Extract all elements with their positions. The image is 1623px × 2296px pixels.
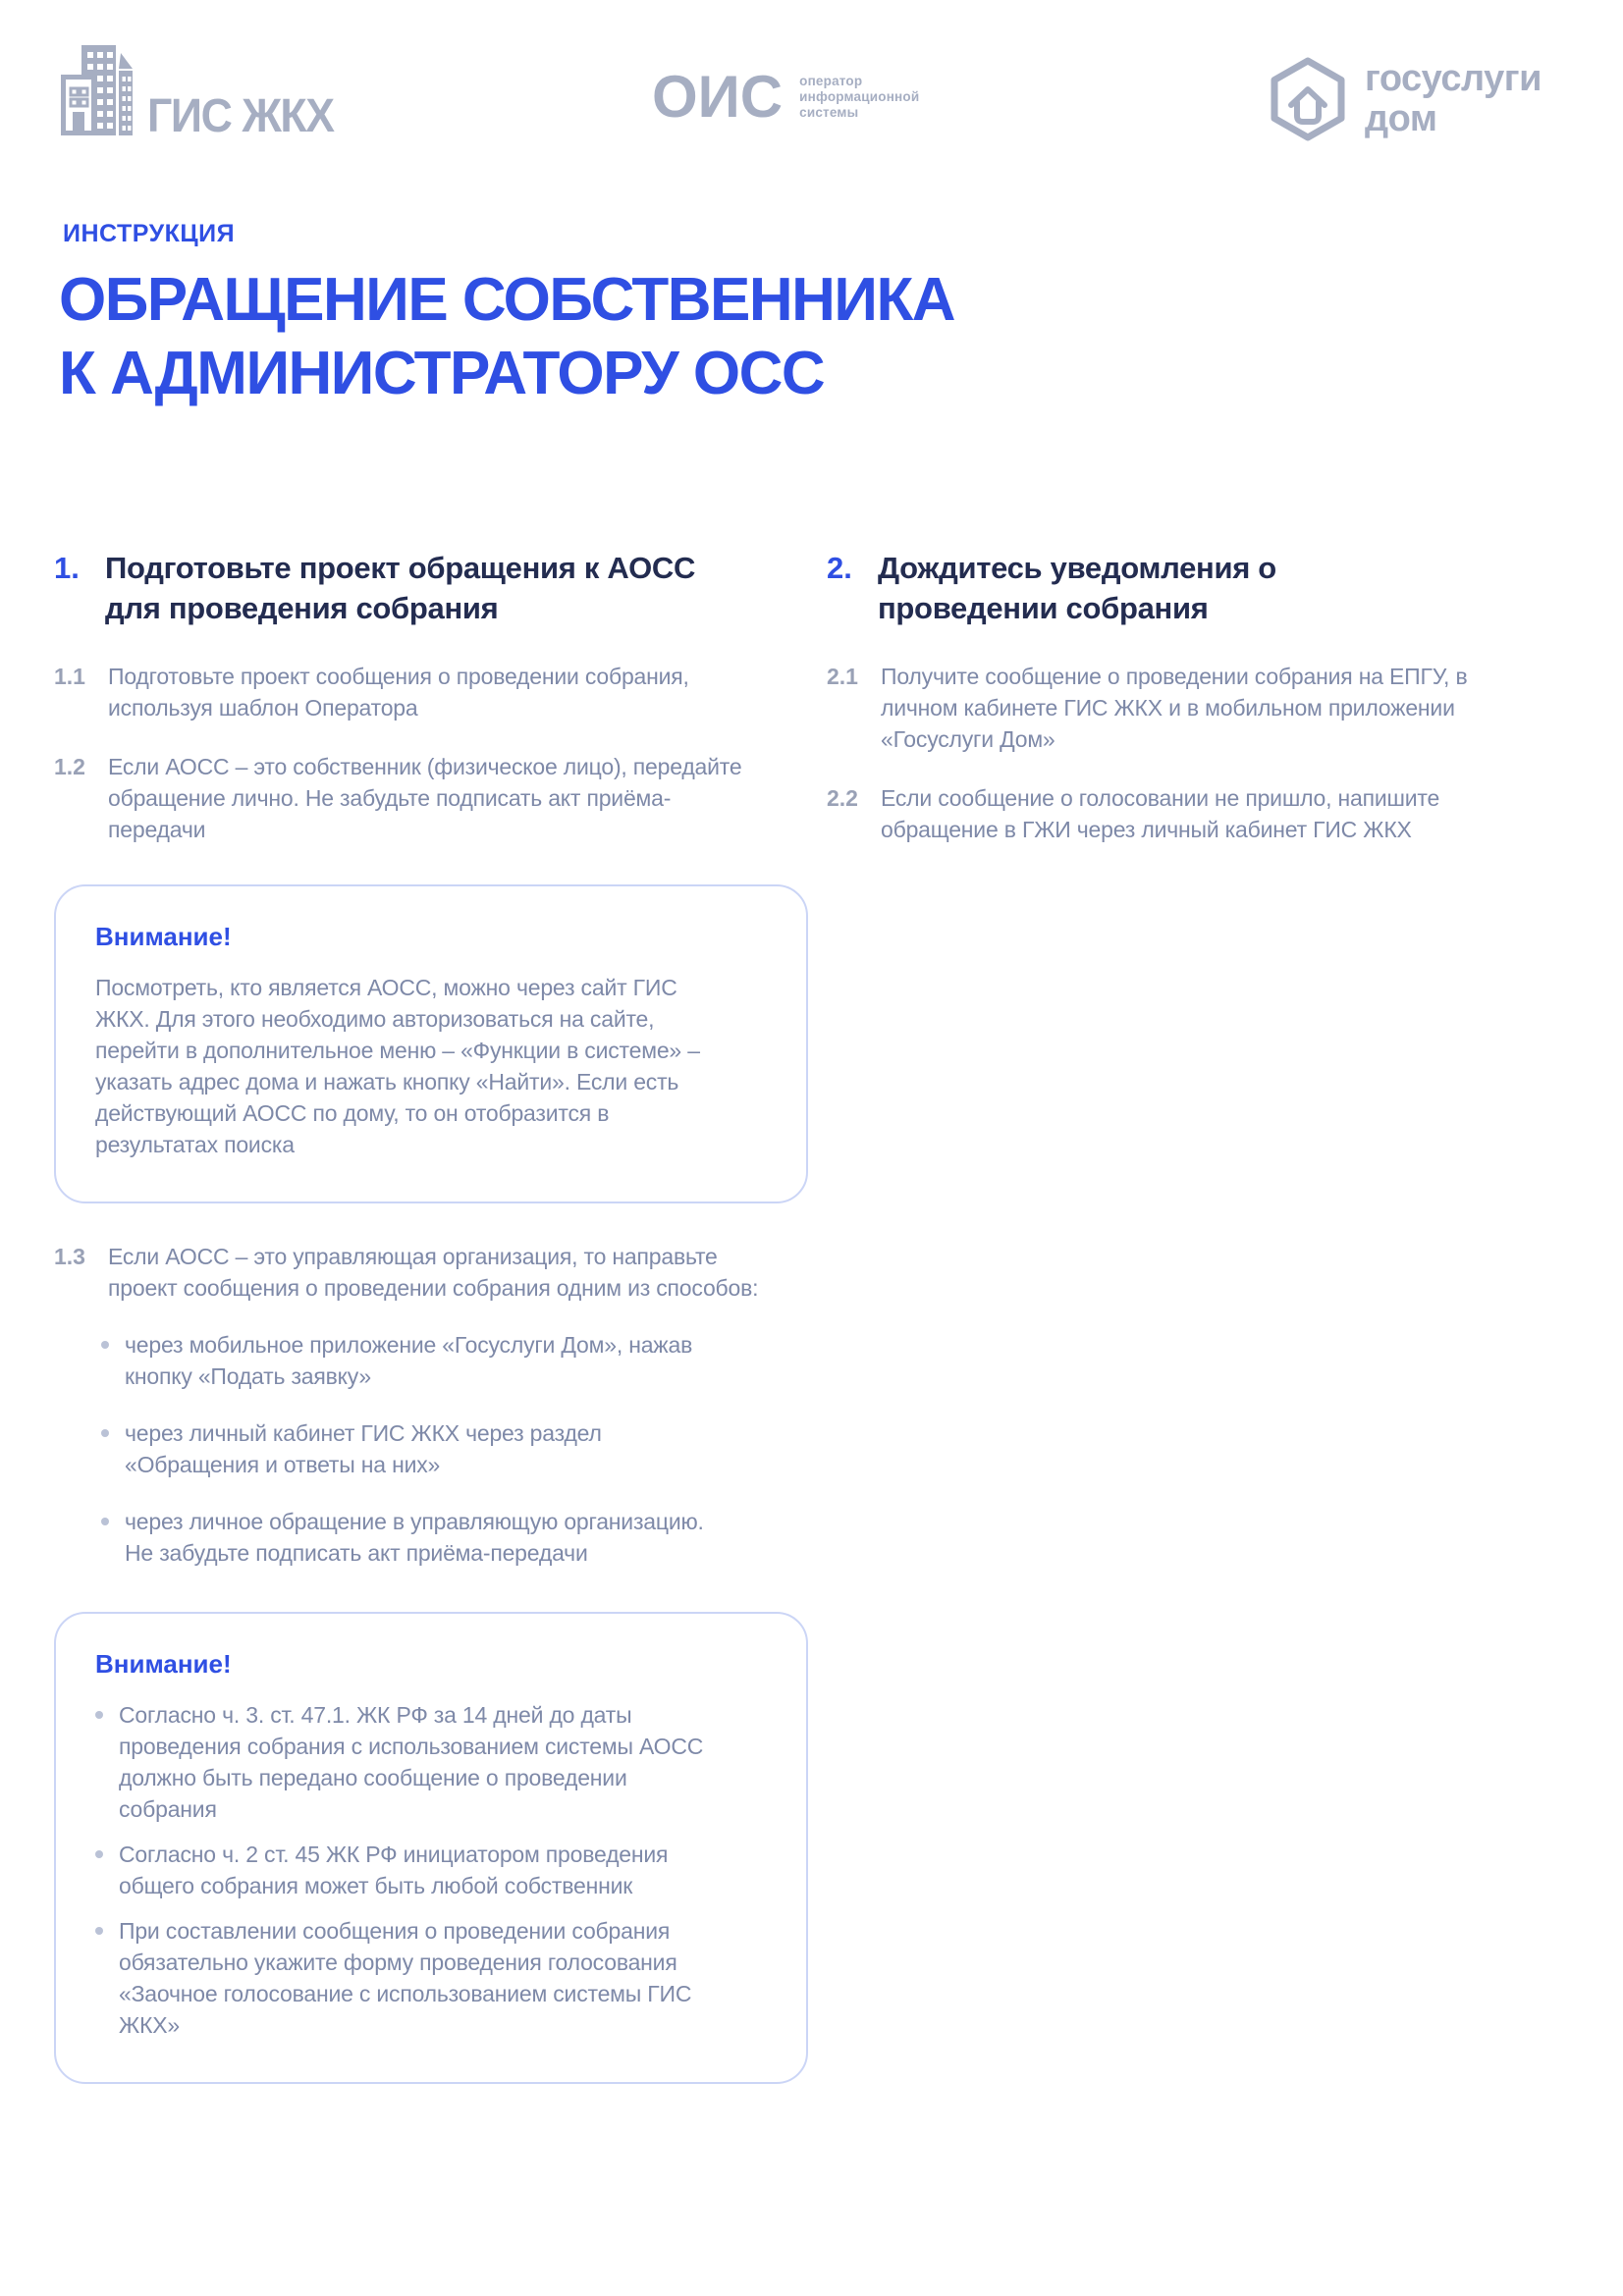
- bullet-dot-icon: [95, 1850, 103, 1858]
- bullet-text: через личный кабинет ГИС ЖКХ через раздел «Обращения и ответы на них»: [125, 1420, 602, 1477]
- section-1-header: [54, 548, 808, 628]
- ois-logo: [652, 64, 920, 130]
- attention-box-2: [54, 1612, 808, 2084]
- bullet-text: При составлении сообщения о проведении собрания обязательно укажите форму проведения голосования «Заочное голосование с использованием системы ГИС ЖКХ»: [119, 1918, 692, 2038]
- house-hexagon-icon: [1269, 57, 1347, 141]
- item-1-1: [54, 661, 808, 723]
- section-1-title: Подготовьте проект обращения к АОСС для проведения собрания: [105, 551, 696, 625]
- item-1-2-text: Если АОСС – это собственник (физическое лицо), передайте обращение лично. Не забудьте подписать акт приёма-передачи: [108, 754, 742, 842]
- item-2-1-text: Получите сообщение о проведении собрания на ЕПГУ, в личном кабинете ГИС ЖКХ и в мобильном приложении «Госуслуги Дом»: [881, 664, 1468, 752]
- attention-box-2-title: Внимание!: [95, 1649, 232, 1679]
- ois-logo-subtitle: оператор информационной системы: [799, 74, 920, 120]
- bullet-text: Согласно ч. 3. ст. 47.1. ЖК РФ за 14 дней до даты проведения собрания с использованием системы АОСС должно быть передано сообщение о проведении собрания: [119, 1702, 704, 1822]
- eyebrow-label: ИНСТРУКЦИЯ: [63, 220, 236, 247]
- bullet-dot-icon: [101, 1518, 109, 1525]
- item-2-2-text: Если сообщение о голосовании не пришло, напишите обращение в ГЖИ через личный кабинет ГИС ЖКХ: [881, 785, 1440, 842]
- bullet-item: [101, 1417, 808, 1480]
- bullet-dot-icon: [95, 1711, 103, 1719]
- page-title-line-2: К АДМИНИСТРАТОРУ ОСС: [59, 340, 825, 407]
- item-2-2-number: 2.2: [827, 785, 858, 811]
- item-2-2: [827, 782, 1602, 845]
- section-2-number: 2.: [827, 551, 852, 585]
- bullet-dot-icon: [101, 1429, 109, 1437]
- bullet-dot-icon: [101, 1341, 109, 1349]
- page-title: [59, 263, 954, 410]
- item-2-1-number: 2.1: [827, 664, 858, 689]
- item-1-1-number: 1.1: [54, 664, 85, 689]
- column-step-2: [827, 548, 1602, 845]
- item-1-3-text: Если АОСС – это управляющая организация, то направьте проект сообщения о проведении собрания одним из способов:: [108, 1244, 759, 1301]
- item-1-3-bullet-list: [101, 1329, 808, 1569]
- bullet-text: через мобильное приложение «Госуслуги Дом», нажав кнопку «Подать заявку»: [125, 1332, 693, 1389]
- item-1-2-number: 1.2: [54, 754, 85, 779]
- section-2-title: Дождитесь уведомления о проведении собрания: [878, 551, 1276, 625]
- bullet-item: [101, 1329, 808, 1392]
- bullet-item: [95, 1839, 767, 1901]
- item-1-1-text: Подготовьте проект сообщения о проведении собрания, используя шаблон Оператора: [108, 664, 689, 721]
- ois-logo-text: ОИС: [652, 64, 784, 130]
- bullet-item: [101, 1506, 808, 1569]
- column-step-1: [54, 548, 808, 2084]
- bullet-item: [95, 1915, 767, 2041]
- section-1-number: 1.: [54, 551, 80, 585]
- item-2-1: [827, 661, 1602, 755]
- section-2-header: [827, 548, 1602, 628]
- item-1-2: [54, 751, 808, 845]
- gis-zhkh-logo-text: ГИС ЖКХ: [147, 89, 334, 142]
- bullet-text: через личное обращение в управляющую организацию. Не забудьте подписать акт приёма-передачи: [125, 1509, 704, 1566]
- attention-box-1-title: Внимание!: [95, 922, 232, 951]
- attention-box-1: [54, 884, 808, 1203]
- bullet-text: Согласно ч. 2 ст. 45 ЖК РФ инициатором проведения общего собрания может быть любой собственник: [119, 1842, 669, 1898]
- gosuslugi-dom-logo: [1269, 57, 1542, 141]
- item-1-3: [54, 1241, 808, 1304]
- attention-box-2-bullet-list: [95, 1699, 767, 2041]
- gosuslugi-dom-logo-text: госуслуги дом: [1365, 58, 1542, 139]
- bullet-item: [95, 1699, 767, 1825]
- page-title-line-1: ОБРАЩЕНИЕ СОБСТВЕННИКА: [59, 266, 955, 334]
- attention-box-1-text: Посмотреть, кто является АОСС, можно через сайт ГИС ЖКХ. Для этого необходимо авторизоваться на сайте, перейти в дополнительное меню – «Функции в системе» – указать адрес дома и нажать кнопку «Найти». Если есть действующий АОСС по дому, то он отобразится в результатах поиска: [95, 975, 700, 1157]
- item-1-3-number: 1.3: [54, 1244, 85, 1269]
- buildings-icon: [61, 45, 137, 135]
- gis-zhkh-logo: [61, 45, 348, 142]
- bullet-dot-icon: [95, 1927, 103, 1935]
